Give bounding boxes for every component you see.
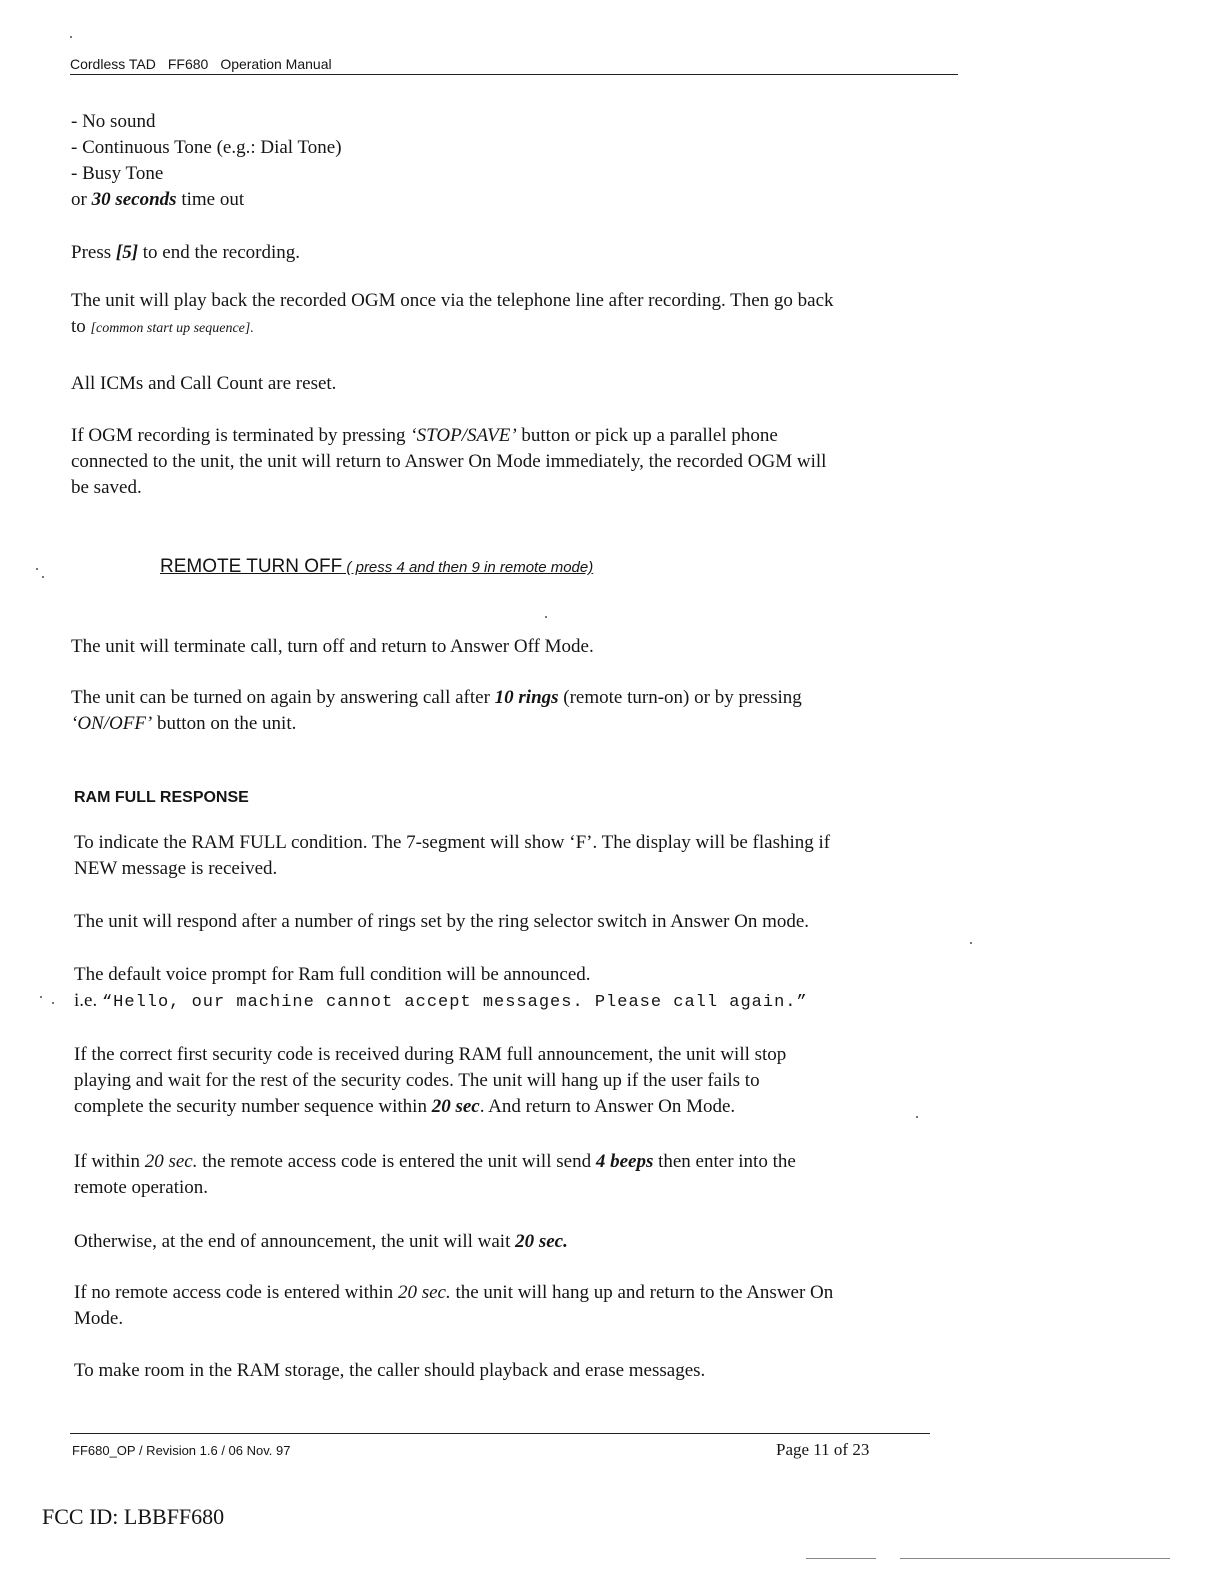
scan-speck [52, 1002, 54, 1004]
remote-off-paragraph-2-line-1 [71, 685, 802, 711]
remote-off-paragraph-2 [71, 685, 802, 737]
remote-on-suffix: (remote turn-on) or by pressing [558, 687, 802, 708]
stop-condition-item: - Continuous Tone (e.g.: Dial Tone) [71, 137, 342, 158]
timeout-line [71, 187, 342, 213]
terminate-line-1 [71, 423, 826, 449]
ram-full-p4-line-1: If the correct first security code is received during RAM full announcement, the unit will stop [74, 1044, 787, 1065]
ram-full-p7-line-2: Mode. [74, 1308, 124, 1329]
ram-full-p7-line-1 [74, 1280, 833, 1306]
remote-on-prefix: The unit can be turned on again by answering call after [71, 687, 495, 708]
ram-full-p5-time: 20 sec. [144, 1151, 198, 1172]
scan-speck [40, 996, 42, 998]
terminate-line-3: be saved. [71, 477, 142, 498]
remote-off-paragraph-2-line-2 [71, 711, 802, 737]
ram-full-p7-prefix: If no remote access code is entered within [74, 1282, 398, 1303]
ram-full-p4-time: 20 sec [431, 1096, 480, 1117]
playback-line-2 [71, 314, 834, 342]
ram-full-p1-line-1: To indicate the RAM FULL condition. The 7-segment will show ‘F’. The display will be flashing if [74, 832, 831, 853]
scan-speck [42, 576, 44, 578]
ram-full-p6-time: 20 sec. [515, 1231, 568, 1252]
scan-speck [70, 36, 72, 38]
ram-full-p6-prefix: Otherwise, at the end of announcement, the unit will wait [74, 1231, 516, 1252]
ram-full-paragraph-6 [74, 1229, 568, 1255]
ram-full-p5-prefix: If within [74, 1151, 145, 1172]
terminate-prefix: If OGM recording is terminated by pressing [71, 425, 411, 446]
page-header [70, 56, 958, 75]
ram-full-paragraph-1 [74, 830, 830, 882]
footer-page-number: Page 11 of 23 [776, 1440, 870, 1459]
ram-full-p5-suffix: then enter into the [653, 1151, 796, 1172]
footer-revision: FF680_OP / Revision 1.6 / 06 Nov. 97 [72, 1443, 291, 1458]
ram-full-p7-suffix: the unit will hang up and return to the Answer On [450, 1282, 834, 1303]
playback-line-2-prefix: to [71, 316, 91, 337]
ram-full-p4-line-3 [74, 1094, 786, 1120]
scan-speck [36, 568, 38, 570]
scan-speck [916, 1116, 918, 1118]
stop-condition-item: - No sound [71, 111, 156, 132]
stop-conditions-list [71, 109, 342, 213]
header-doc-type: Operation Manual [220, 56, 332, 72]
ram-full-p5-mid: the remote access code is entered the unit will send [197, 1151, 596, 1172]
on-off-button-ref: ‘ON/OFF’ [71, 713, 153, 734]
header-model: FF680 [167, 56, 209, 72]
ram-full-p5-line-2: remote operation. [74, 1177, 209, 1198]
scan-speck [545, 616, 547, 618]
playback-line-1: The unit will play back the recorded OGM once via the telephone line after recording. Then go back [71, 290, 834, 311]
press-end-key: [5] [115, 242, 139, 263]
ram-full-paragraph-7 [74, 1280, 833, 1332]
timeout-value: 30 seconds [91, 189, 177, 210]
footer-rule [70, 1433, 930, 1434]
voice-prompt-line [74, 988, 808, 1016]
press-end-suffix: to end the recording. [138, 242, 301, 263]
ram-full-paragraph-5 [74, 1149, 796, 1201]
header-product: Cordless TAD [70, 56, 156, 72]
terminate-line-1-suffix: button or pick up a parallel phone [516, 425, 778, 446]
ram-full-paragraph-3 [74, 962, 808, 1016]
voice-prompt-quote: “Hello, our machine cannot accept messages. Please call again.” [101, 993, 808, 1012]
remote-turn-off-heading [160, 556, 593, 578]
playback-paragraph [71, 288, 834, 342]
stop-condition-item: - Busy Tone [71, 163, 164, 184]
ram-full-p1-line-2: NEW message is received. [74, 858, 278, 879]
ram-full-p5-beeps: 4 beeps [595, 1151, 654, 1172]
remote-on-rings: 10 rings [494, 687, 559, 708]
fcc-id: FCC ID: LBBFF680 [42, 1504, 225, 1529]
voice-prompt-ie: i.e. [74, 990, 102, 1011]
stop-save-button-ref: ‘STOP/SAVE’ [410, 425, 517, 446]
reset-paragraph: All ICMs and Call Count are reset. [71, 373, 337, 394]
remote-turn-off-note: ( press 4 and then 9 in remote mode) [342, 559, 594, 576]
ram-full-p4-suffix: . And return to Answer On Mode. [479, 1096, 736, 1117]
timeout-prefix: or [71, 189, 92, 210]
press-end-prefix: Press [71, 242, 116, 263]
ram-full-paragraph-8: To make room in the RAM storage, the caller should playback and erase messages. [74, 1360, 706, 1381]
remote-turn-off-title: REMOTE TURN OFF [160, 556, 343, 577]
ram-full-p7-time: 20 sec. [397, 1282, 451, 1303]
timeout-suffix: time out [176, 189, 245, 210]
ram-full-p3-line-1: The default voice prompt for Ram full condition will be announced. [74, 964, 591, 985]
press-end-paragraph [71, 240, 300, 266]
terminate-paragraph [71, 423, 826, 501]
scan-dash [806, 1558, 876, 1559]
scan-dash [900, 1558, 1170, 1559]
ram-full-paragraph-2: The unit will respond after a number of rings set by the ring selector switch in Answer On mode. [74, 911, 810, 932]
terminate-line-2: connected to the unit, the unit will return to Answer On Mode immediately, the recorded OGM will [71, 451, 827, 472]
scan-speck [970, 942, 972, 944]
remote-off-paragraph-1: The unit will terminate call, turn off and return to Answer Off Mode. [71, 636, 594, 657]
ram-full-p4-prefix: complete the security number sequence within [74, 1096, 432, 1117]
ram-full-p5-line-1 [74, 1149, 796, 1175]
ram-full-p4-line-2: playing and wait for the rest of the security codes. The unit will hang up if the user fails to [74, 1070, 760, 1091]
remote-on-end: button on the unit. [152, 713, 297, 734]
ram-full-paragraph-4 [74, 1042, 786, 1120]
startup-sequence-reference: [common start up sequence]. [90, 321, 254, 336]
ram-full-heading: RAM FULL RESPONSE [74, 789, 249, 806]
